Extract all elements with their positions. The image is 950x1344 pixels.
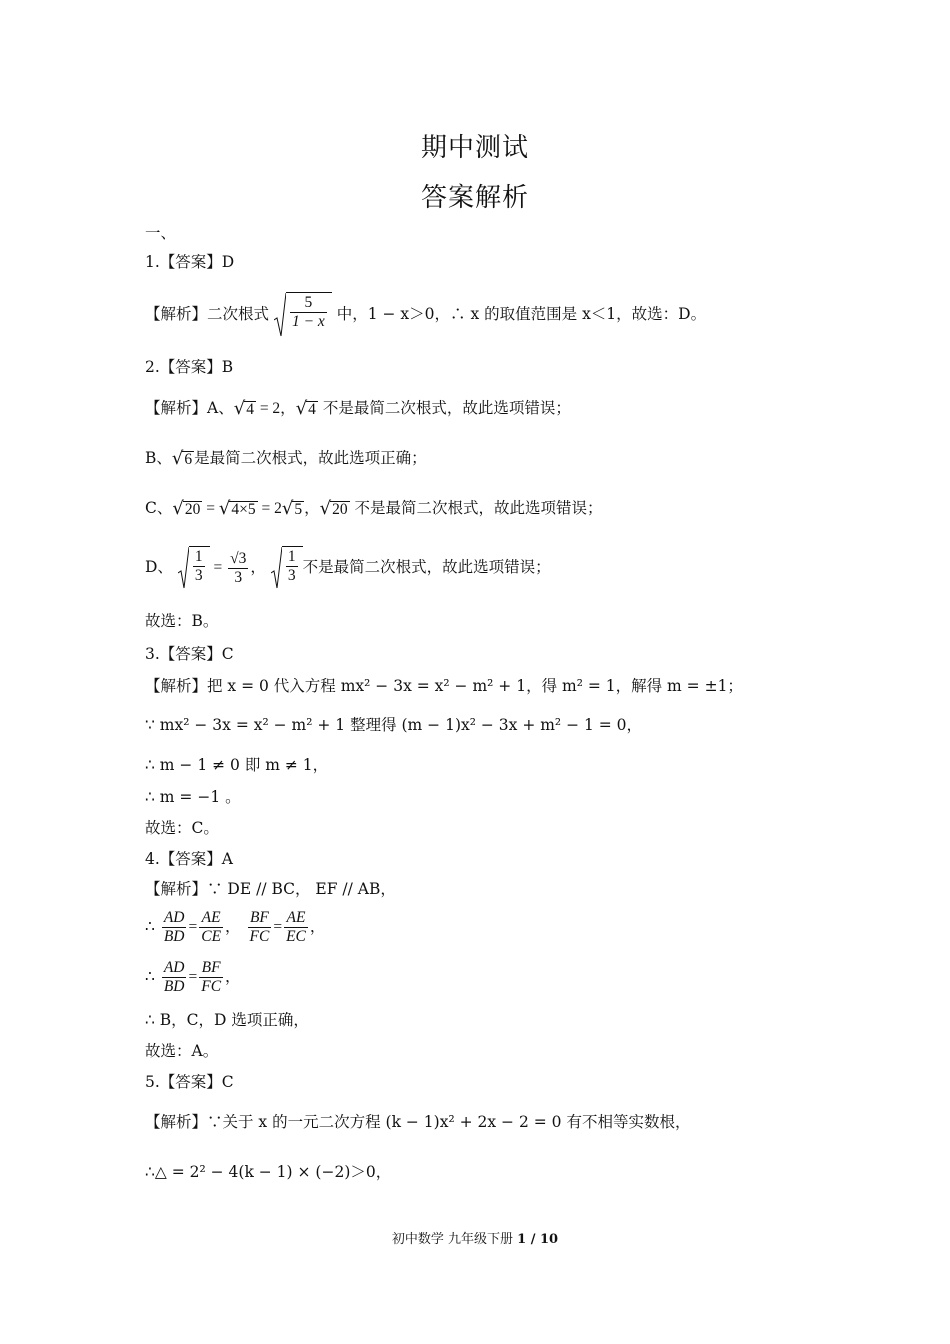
page-footer: 初中数学 九年级下册 1 / 10 bbox=[391, 1232, 559, 1247]
q1-explanation: 【解析】二次根式 $\frac{5}{1 - x}$ 中，1 − x＞0，∴ x 的取值范围是 x＜1，故选：D。 bbox=[145, 292, 706, 338]
q1-radical: $\frac{5}{1 - x}$ bbox=[274, 292, 332, 338]
q3-line-4: ∴ m = −1 。 bbox=[145, 788, 241, 806]
q5-line-2: ∴△ = 2² − 4(k − 1) × (−2)＞0， bbox=[145, 1163, 392, 1181]
q3-answer: 3.【答案】C bbox=[145, 645, 234, 663]
q2-answer: 2.【答案】B bbox=[145, 358, 234, 376]
q3-line-2: ∵ mx² − 3x = x² − m² + 1 整理得 (m − 1)x² − 3x + m² − 1 = 0， bbox=[145, 716, 643, 734]
q3-line-1: 【解析】把 x = 0 代入方程 mx² − 3x = x² − m² + 1，得 m² = 1，解得 m = ±1； bbox=[145, 677, 743, 695]
q5-answer: 5.【答案】C bbox=[145, 1073, 234, 1091]
page-number: 1 / 10 bbox=[517, 1232, 559, 1247]
q2-line-a: 【解析】A、√4 = 2，√4 不是最简二次根式，故此选项错误； bbox=[145, 398, 571, 419]
q2-line-d: D、 $\frac{1}{3}$ = $\frac{√3}{3}$ ， $\frac{1}{3}$ 不是最简二次根式，故此选项错误； bbox=[145, 546, 551, 590]
page-title: 期中测试 bbox=[420, 133, 529, 163]
q4-conclusion: 故选：A。 bbox=[145, 1042, 219, 1060]
q4-line-1: 【解析】∵ DE // BC， EF // AB， bbox=[145, 880, 396, 898]
q4-line-2: ∴ $\frac{AD}{BD}$ = $\frac{AE}{CE}$ ， $\frac{BF}{FC}$ = $\frac{AE}{EC}$ ， bbox=[145, 909, 326, 945]
q1-answer: 1.【答案】D bbox=[145, 253, 235, 271]
page-subtitle: 答案解析 bbox=[420, 183, 529, 213]
q2-conclusion: 故选：B。 bbox=[145, 612, 219, 630]
section-heading: 一、 bbox=[145, 224, 177, 242]
q2-line-c: C、√20 = √4×5 = 2√5 ，√20 不是最简二次根式，故此选项错误； bbox=[145, 498, 603, 519]
q3-conclusion: 故选：C。 bbox=[145, 819, 219, 837]
q4-line-4: ∴ B，C，D 选项正确， bbox=[145, 1011, 309, 1029]
q4-line-3: ∴ $\frac{AD}{BD}$ = $\frac{BF}{FC}$ ， bbox=[145, 959, 241, 995]
q5-line-1: 【解析】∵关于 x 的一元二次方程 (k − 1)x² + 2x − 2 = 0 有不相等实数根， bbox=[145, 1113, 691, 1131]
q3-line-3: ∴ m − 1 ≠ 0 即 m ≠ 1， bbox=[145, 756, 329, 774]
q4-answer: 4.【答案】A bbox=[145, 850, 233, 868]
q2-line-b: B、√6 是最简二次根式，故此选项正确； bbox=[145, 448, 427, 469]
